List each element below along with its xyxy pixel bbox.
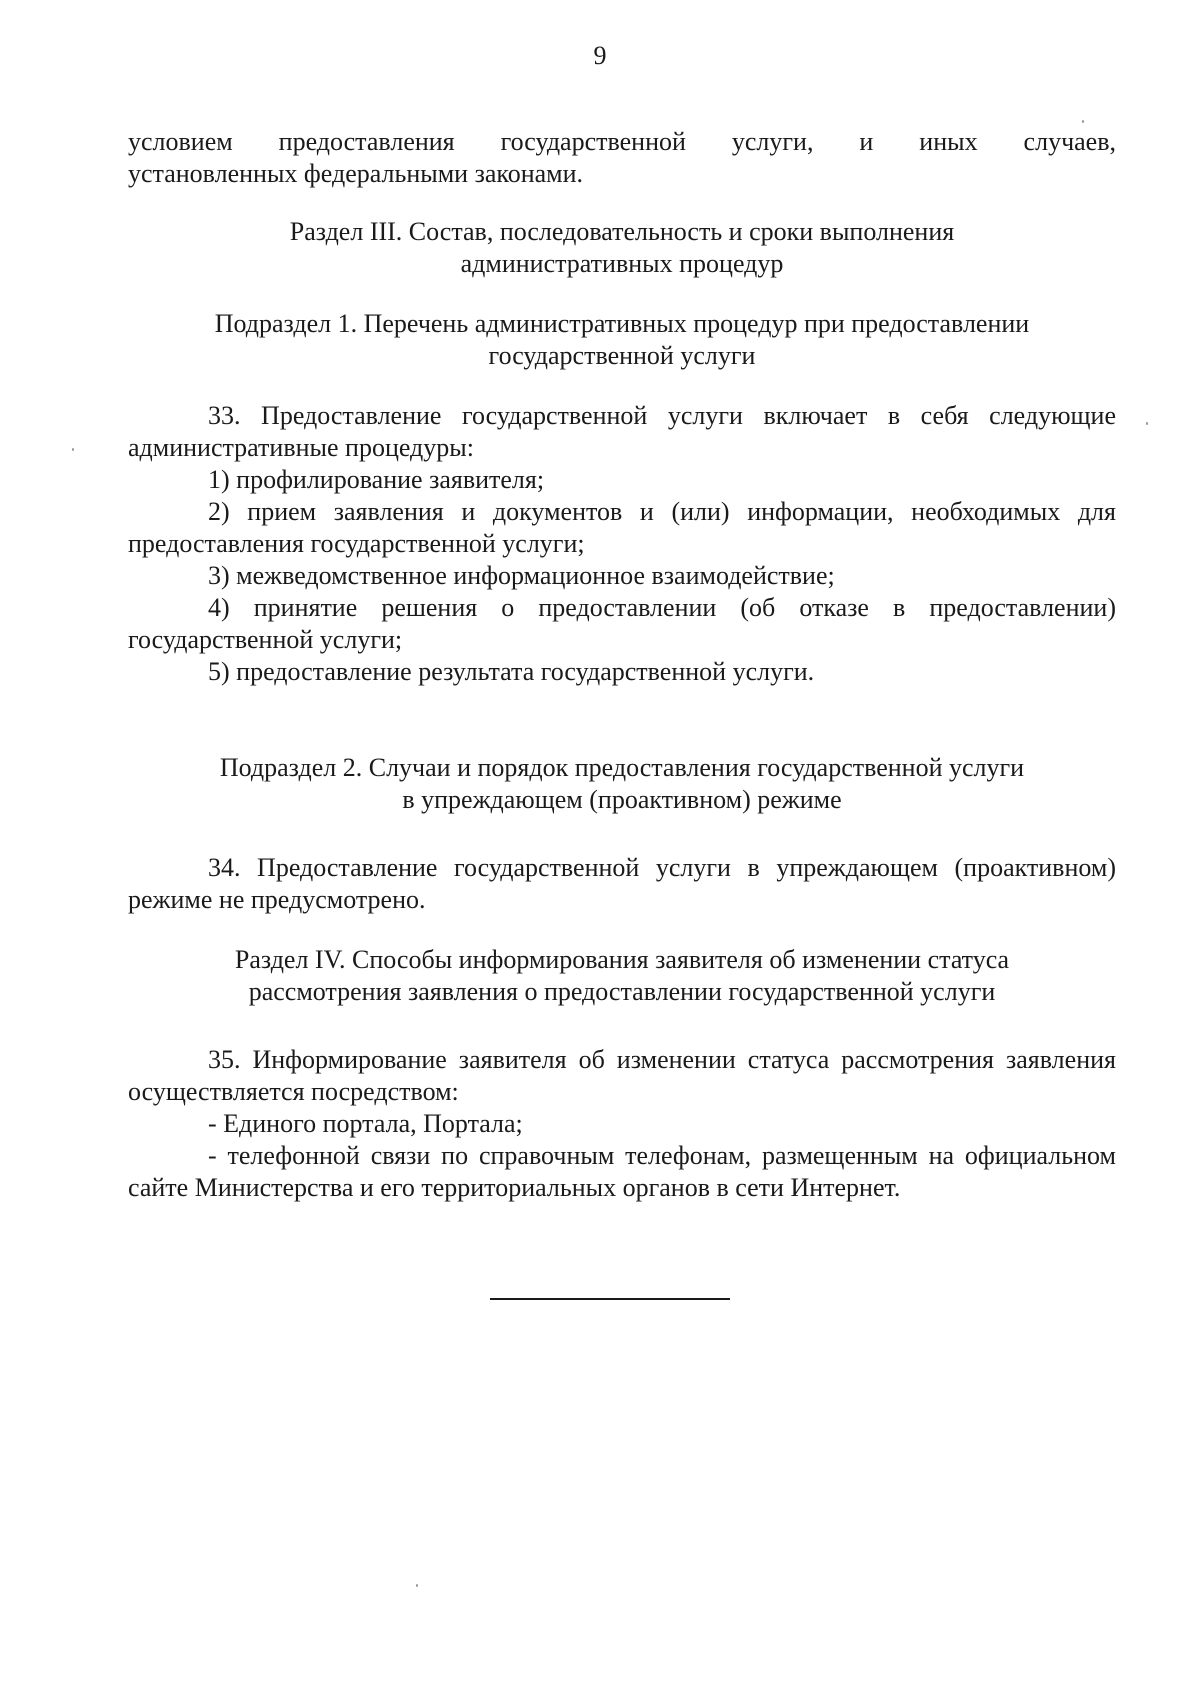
paragraph-33-item-5: 5) предоставление результата государственной услуги.	[208, 657, 815, 686]
section-3-heading-line-1: Раздел III. Состав, последовательность и сроки выполнения	[289, 217, 955, 246]
subsection-1-heading	[128, 308, 1116, 372]
paragraph-35-bullet-1: - Единого портала, Портала;	[208, 1109, 523, 1138]
section-4-heading	[128, 944, 1116, 1008]
paragraph-33-item-3: 3) межведомственное информационное взаимодействие;	[208, 561, 835, 590]
scan-speck	[1082, 120, 1084, 123]
subsection-1-heading-line-1: Подраздел 1. Перечень административных процедур при предоставлении	[214, 309, 1030, 338]
paragraph-33-item-1: 1) профилирование заявителя;	[208, 465, 545, 494]
paragraph-33-item-2: 2) прием заявления и документов и (или) информации, необходимых для предоставления государственной услуги;	[128, 497, 1116, 558]
paragraph-33-item-4: 4) принятие решения о предоставлении (об отказе в предоставлении) государственной услуги;	[128, 593, 1116, 654]
paragraph-35-bullet-2: - телефонной связи по справочным телефонам, размещенным на официальном сайте Министерства и его территориальных органов в сети Интернет.	[128, 1141, 1116, 1202]
section-4-heading-line-1: Раздел IV. Способы информирования заявителя об изменении статуса	[234, 945, 1010, 974]
subsection-2-heading	[128, 752, 1116, 816]
section-4-heading-line-2: рассмотрения заявления о предоставлении государственной услуги	[248, 977, 996, 1006]
intro-paragraph	[128, 126, 1116, 190]
intro-line-2: установленных федеральными законами.	[128, 159, 584, 188]
paragraph-34: 34. Предоставление государственной услуги в упреждающем (проактивном) режиме не предусмотрено.	[128, 853, 1116, 914]
section-3-heading	[128, 216, 1116, 280]
paragraph-33	[128, 400, 1116, 688]
scan-speck	[72, 448, 74, 451]
scan-speck	[416, 1584, 418, 1587]
end-divider	[490, 1298, 730, 1300]
scan-speck	[1146, 422, 1148, 425]
section-3-heading-line-2: административных процедур	[460, 249, 784, 278]
intro-line-1: условием предоставления государственной услуги, и иных случаев,	[128, 127, 1116, 156]
paragraph-33-line-1: 33. Предоставление государственной услуги включает в себя следующие	[208, 401, 1116, 430]
subsection-2-heading-line-1: Подраздел 2. Случаи и порядок предоставления государственной услуги	[219, 753, 1025, 782]
page-number: 9	[593, 41, 607, 70]
paragraph-35-intro: 35. Информирование заявителя об изменении статуса рассмотрения заявления осуществляется посредством:	[128, 1045, 1116, 1106]
paragraph-35	[128, 1044, 1116, 1204]
subsection-2-heading-line-2: в упреждающем (проактивном) режиме	[402, 785, 842, 814]
paragraph-33-line-2: административные процедуры:	[128, 433, 474, 462]
subsection-1-heading-line-2: государственной услуги	[488, 341, 756, 370]
